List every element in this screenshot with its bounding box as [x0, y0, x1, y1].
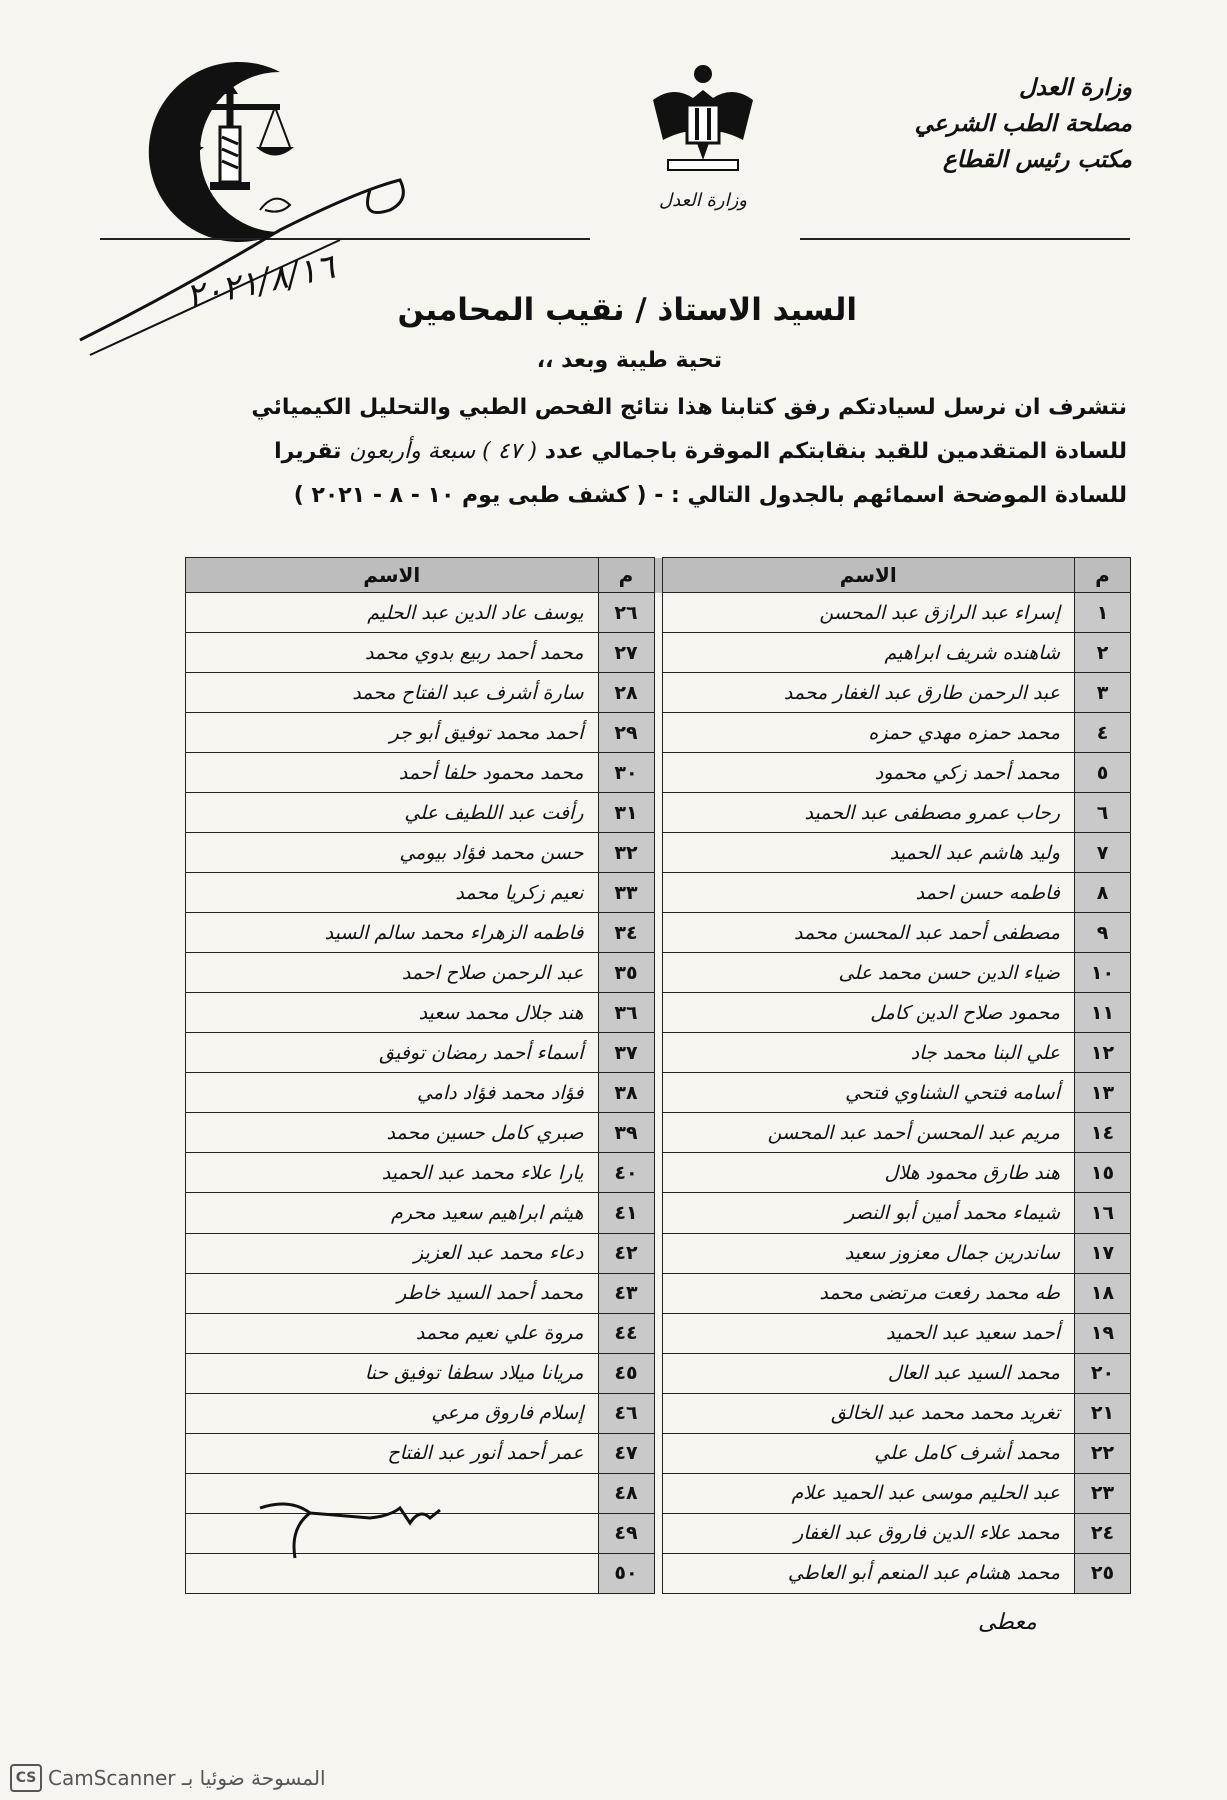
table-row — [186, 1153, 1131, 1193]
table-row — [186, 713, 1131, 753]
row-name: شيماء محمد أمين أبو النصر — [662, 1193, 1075, 1233]
row-name: تغريد محمد محمد عبد الخالق — [662, 1393, 1075, 1433]
row-number: ٢٠ — [1075, 1353, 1131, 1393]
row-number: ١ — [1075, 593, 1131, 633]
row-name: مريم عبد المحسن أحمد عبد المحسن — [662, 1113, 1075, 1153]
column-gap — [654, 793, 662, 833]
row-number: ١٧ — [1075, 1233, 1131, 1273]
row-number: ٣٧ — [598, 1033, 654, 1073]
row-number: ٢٤ — [1075, 1513, 1131, 1553]
table-row — [186, 1273, 1131, 1313]
header-rule — [800, 238, 1130, 240]
column-gap — [654, 1513, 662, 1553]
column-gap — [654, 1033, 662, 1073]
row-number: ٣١ — [598, 793, 654, 833]
handwritten-count: ( ٤٧ ) سبعة وأربعون — [349, 439, 537, 464]
row-number: ٢٩ — [598, 713, 654, 753]
column-gap — [654, 1113, 662, 1153]
row-name: عبد الرحمن طارق عبد الغفار محمد — [662, 673, 1075, 713]
table-header-row — [186, 558, 1131, 593]
letter-line: للسادة الموضحة اسمائهم بالجدول التالي : - ( كشف طبى يوم ١٠ - ٨ - ٢٠٢١ ) — [293, 483, 1127, 508]
row-number: ٣٠ — [598, 753, 654, 793]
table-row — [186, 593, 1131, 633]
row-name: محمد حمزه مهدي حمزه — [662, 713, 1075, 753]
row-name: ضياء الدين حسن محمد على — [662, 953, 1075, 993]
row-number: ٢٧ — [598, 633, 654, 673]
column-gap — [654, 1273, 662, 1313]
column-gap — [654, 1233, 662, 1273]
row-number: ٢١ — [1075, 1393, 1131, 1433]
column-gap — [654, 753, 662, 793]
table-row — [186, 833, 1131, 873]
column-gap — [654, 873, 662, 913]
column-gap — [654, 1353, 662, 1393]
row-name: أسماء أحمد رمضان توفيق — [186, 1033, 599, 1073]
ministry-seal — [618, 60, 788, 211]
row-name: محمد محمود حلفا أحمد — [186, 753, 599, 793]
row-number: ٣٤ — [598, 913, 654, 953]
row-name: إسلام فاروق مرعي — [186, 1393, 599, 1433]
row-number: ٣٩ — [598, 1113, 654, 1153]
row-name: فاطمه الزهراء محمد سالم السيد — [186, 913, 599, 953]
row-name: أحمد سعيد عبد الحميد — [662, 1313, 1075, 1353]
row-number: ٤٨ — [598, 1473, 654, 1513]
row-name: محمد السيد عبد العال — [662, 1353, 1075, 1393]
row-name: مصطفى أحمد عبد المحسن محمد — [662, 913, 1075, 953]
column-gap — [654, 1553, 662, 1593]
table-row — [186, 1433, 1131, 1473]
row-number: ١٣ — [1075, 1073, 1131, 1113]
column-gap — [654, 713, 662, 753]
letter-line: نتشرف ان نرسل لسيادتكم رفق كتابنا هذا نتائج الفحص الطبي والتحليل الكيميائي — [251, 395, 1127, 420]
table-row — [186, 1353, 1131, 1393]
row-number: ٤٢ — [598, 1233, 654, 1273]
row-name: رحاب عمرو مصطفى عبد الحميد — [662, 793, 1075, 833]
row-name: دعاء محمد عبد العزيز — [186, 1233, 599, 1273]
row-name: إسراء عبد الرازق عبد المحسن — [662, 593, 1075, 633]
row-name: مروة علي نعيم محمد — [186, 1313, 599, 1353]
row-number: ٥٠ — [598, 1553, 654, 1593]
row-number: ١٠ — [1075, 953, 1131, 993]
row-number: ٤١ — [598, 1193, 654, 1233]
row-name: هيثم ابراهيم سعيد محرم — [186, 1193, 599, 1233]
table-row — [186, 913, 1131, 953]
column-gap — [654, 993, 662, 1033]
column-gap — [654, 1073, 662, 1113]
column-gap — [654, 1193, 662, 1233]
camscanner-logo-icon: CS — [10, 1764, 42, 1792]
table-row — [186, 633, 1131, 673]
row-name: هند طارق محمود هلال — [662, 1153, 1075, 1193]
row-name: شاهنده شريف ابراهيم — [662, 633, 1075, 673]
row-number: ٢٢ — [1075, 1433, 1131, 1473]
row-number: ٣٨ — [598, 1073, 654, 1113]
row-name: مريانا ميلاد سطفا توفيق حنا — [186, 1353, 599, 1393]
header-num: م — [598, 558, 654, 593]
header-name: الاسم — [186, 558, 599, 593]
column-gap — [654, 1313, 662, 1353]
row-name: يارا علاء محمد عبد الحميد — [186, 1153, 599, 1193]
row-name: رأفت عبد اللطيف علي — [186, 793, 599, 833]
ministry-line: مكتب رئيس القطاع — [943, 146, 1132, 173]
row-number: ٤٦ — [598, 1393, 654, 1433]
row-name: محمد أحمد السيد خاطر — [186, 1273, 599, 1313]
row-name: فاطمه حسن احمد — [662, 873, 1075, 913]
table-row — [186, 953, 1131, 993]
row-number: ٤٠ — [598, 1153, 654, 1193]
row-name: سارة أشرف عبد الفتاح محمد — [186, 673, 599, 713]
seal-caption: وزارة العدل — [659, 190, 747, 211]
row-number: ٢٦ — [598, 593, 654, 633]
row-number: ٩ — [1075, 913, 1131, 953]
bottom-signature — [250, 1488, 490, 1568]
row-number: ٣ — [1075, 673, 1131, 713]
ministry-line: وزارة العدل — [1018, 74, 1132, 101]
column-gap — [654, 633, 662, 673]
row-number: ٤٥ — [598, 1353, 654, 1393]
row-number: ٣٥ — [598, 953, 654, 993]
table-row — [186, 873, 1131, 913]
row-name: أسامه فتحي الشناوي فتحي — [662, 1073, 1075, 1113]
table-row — [186, 673, 1131, 713]
table-row — [186, 993, 1131, 1033]
row-number: ١٥ — [1075, 1153, 1131, 1193]
column-gap — [654, 673, 662, 713]
column-gap — [654, 593, 662, 633]
row-number: ٢٨ — [598, 673, 654, 713]
table-row — [186, 1393, 1131, 1433]
letter-line: للسادة المتقدمين للقيد بنقابتكم الموقرة باجمالي عدد ( ٤٧ ) سبعة وأربعون تقريرا — [274, 439, 1127, 464]
row-number: ١١ — [1075, 993, 1131, 1033]
header-name: الاسم — [662, 558, 1075, 593]
letter-body — [227, 386, 1127, 518]
handwritten-date: ٢٠٢١/٨/١٦ — [182, 246, 339, 318]
row-number: ٣٦ — [598, 993, 654, 1033]
table-row — [186, 1193, 1131, 1233]
row-number: ١٢ — [1075, 1033, 1131, 1073]
row-number: ٧ — [1075, 833, 1131, 873]
row-number: ٣٢ — [598, 833, 654, 873]
row-name: علي البنا محمد جاد — [662, 1033, 1075, 1073]
table-row — [186, 753, 1131, 793]
row-number: ٤٣ — [598, 1273, 654, 1313]
row-name: عبد الحليم موسى عبد الحميد علام — [662, 1473, 1075, 1513]
row-number: ٢٥ — [1075, 1553, 1131, 1593]
row-name: صبري كامل حسين محمد — [186, 1113, 599, 1153]
row-name: ساندرين جمال معزوز سعيد — [662, 1233, 1075, 1273]
row-name: وليد هاشم عبد الحميد — [662, 833, 1075, 873]
column-gap — [654, 1153, 662, 1193]
row-number: ٨ — [1075, 873, 1131, 913]
table-row — [186, 1313, 1131, 1353]
row-name: عمر أحمد أنور عبد الفتاح — [186, 1433, 599, 1473]
column-gap — [654, 1393, 662, 1433]
bottom-note: معطى — [978, 1610, 1037, 1635]
row-name: يوسف عاد الدين عبد الحليم — [186, 593, 599, 633]
scanner-footer — [0, 1760, 1227, 1800]
row-name: أحمد محمد توفيق أبو جر — [186, 713, 599, 753]
roster-table — [185, 557, 1131, 1594]
column-gap — [654, 913, 662, 953]
row-number: ٢ — [1075, 633, 1131, 673]
row-name: فؤاد محمد فؤاد دامي — [186, 1073, 599, 1113]
ministry-header — [915, 70, 1132, 178]
row-number: ١٩ — [1075, 1313, 1131, 1353]
row-number: ١٤ — [1075, 1113, 1131, 1153]
row-number: ١٦ — [1075, 1193, 1131, 1233]
camscanner-text: CamScanner المسوحة ضوئيا بـ — [48, 1766, 326, 1790]
row-name: حسن محمد فؤاد بيومي — [186, 833, 599, 873]
ministry-line: مصلحة الطب الشرعي — [914, 110, 1132, 137]
row-name: هند جلال محمد سعيد — [186, 993, 599, 1033]
table-row — [186, 793, 1131, 833]
row-number: ٦ — [1075, 793, 1131, 833]
eagle-emblem-icon — [643, 60, 763, 180]
table-row — [186, 1033, 1131, 1073]
row-name: محمد هشام عبد المنعم أبو العاطي — [662, 1553, 1075, 1593]
camscanner-watermark — [10, 1764, 326, 1792]
row-name: محمد علاء الدين فاروق عبد الغفار — [662, 1513, 1075, 1553]
row-name: محمد أحمد ربيع بدوي محمد — [186, 633, 599, 673]
row-number: ٤٧ — [598, 1433, 654, 1473]
table-row — [186, 1233, 1131, 1273]
row-name: طه محمد رفعت مرتضى محمد — [662, 1273, 1075, 1313]
row-name: عبد الرحمن صلاح احمد — [186, 953, 599, 993]
row-number: ٤٩ — [598, 1513, 654, 1553]
row-number: ٣٣ — [598, 873, 654, 913]
column-gap — [654, 558, 662, 593]
row-name: محمد أحمد زكي محمود — [662, 753, 1075, 793]
row-number: ٢٣ — [1075, 1473, 1131, 1513]
row-number: ١٨ — [1075, 1273, 1131, 1313]
column-gap — [654, 1473, 662, 1513]
salutation: السيد الاستاذ / نقيب المحامين — [397, 292, 857, 328]
column-gap — [654, 1433, 662, 1473]
column-gap — [654, 953, 662, 993]
row-number: ٤٤ — [598, 1313, 654, 1353]
row-name: محمد أشرف كامل علي — [662, 1433, 1075, 1473]
row-name: محمود صلاح الدين كامل — [662, 993, 1075, 1033]
row-name: نعيم زكريا محمد — [186, 873, 599, 913]
column-gap — [654, 833, 662, 873]
row-number: ٥ — [1075, 753, 1131, 793]
header-num: م — [1075, 558, 1131, 593]
table-row — [186, 1113, 1131, 1153]
greeting: تحية طيبة وبعد ،، — [536, 348, 722, 373]
row-number: ٤ — [1075, 713, 1131, 753]
table-row — [186, 1073, 1131, 1113]
